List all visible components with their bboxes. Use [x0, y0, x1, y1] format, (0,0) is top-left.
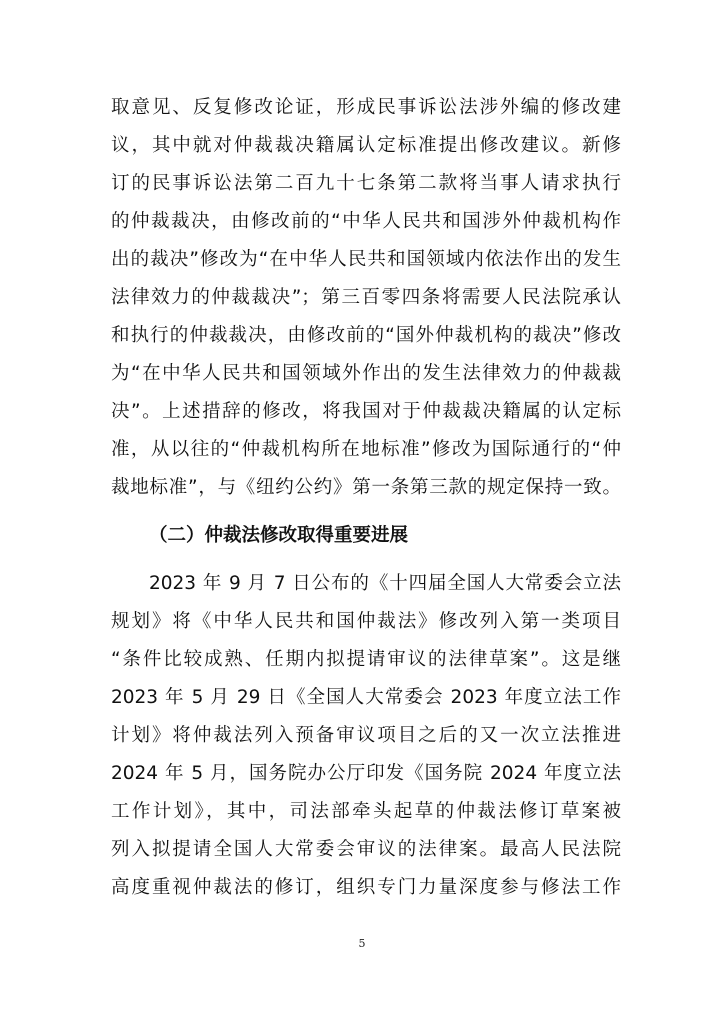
text-line: “条件比较成熟、任期内拟提请审议的法律草案”。这是继 — [111, 649, 621, 670]
text-line: 议，其中就对仲裁裁决籍属认定标准提出修改建议。新修 — [111, 135, 621, 156]
text-line: 计划》将仲裁法列入预备审议项目之后的又一次立法推进 — [111, 725, 621, 746]
text-line: 为“在中华人民共和国领域外作出的发生法律效力的仲裁裁 — [111, 363, 621, 384]
text-line: 列入拟提请全国人大常委会审议的法律案。最高人民法院 — [111, 839, 621, 860]
text-line: 裁地标准”，与《纽约公约》第一条第三款的规定保持一致。 — [111, 477, 621, 498]
text-line: 2023 年 5 月 29 日《全国人大常委会 2023 年度立法工作 — [111, 687, 621, 708]
text-line: 决”。上述措辞的修改，将我国对于仲裁裁决籍属的认定标 — [111, 401, 621, 422]
text-line: 订的民事诉讼法第二百九十七条第二款将当事人请求执行 — [111, 173, 621, 194]
text-line: 准，从以往的“仲裁机构所在地标准”修改为国际通行的“仲 — [111, 439, 621, 460]
text-line: 法律效力的仲裁裁决”；第三百零四条将需要人民法院承认 — [111, 287, 621, 308]
text-line: 工作计划》，其中，司法部牵头起草的仲裁法修订草案被 — [111, 801, 621, 822]
text-line: 取意见、反复修改论证，形成民事诉讼法涉外编的修改建 — [111, 97, 621, 118]
section-heading: （二）仲裁法修改取得重要进展 — [149, 525, 409, 546]
text-line: 2023 年 9 月 7 日公布的《十四届全国人大常委会立法 — [149, 573, 621, 594]
page-number: 5 — [358, 937, 366, 950]
text-line: 的仲裁裁决，由修改前的“中华人民共和国涉外仲裁机构作 — [111, 211, 621, 232]
text-line: 2024 年 5 月，国务院办公厅印发《国务院 2024 年度立法 — [111, 763, 621, 784]
text-line: 出的裁决”修改为“在中华人民共和国领域内依法作出的发生 — [111, 249, 621, 270]
text-line: 规划》将《中华人民共和国仲裁法》修改列入第一类项目 — [111, 611, 621, 632]
text-line: 和执行的仲裁裁决，由修改前的“国外仲裁机构的裁决”修改 — [111, 325, 621, 346]
text-line: 高度重视仲裁法的修订，组织专门力量深度参与修法工作 — [111, 877, 621, 898]
